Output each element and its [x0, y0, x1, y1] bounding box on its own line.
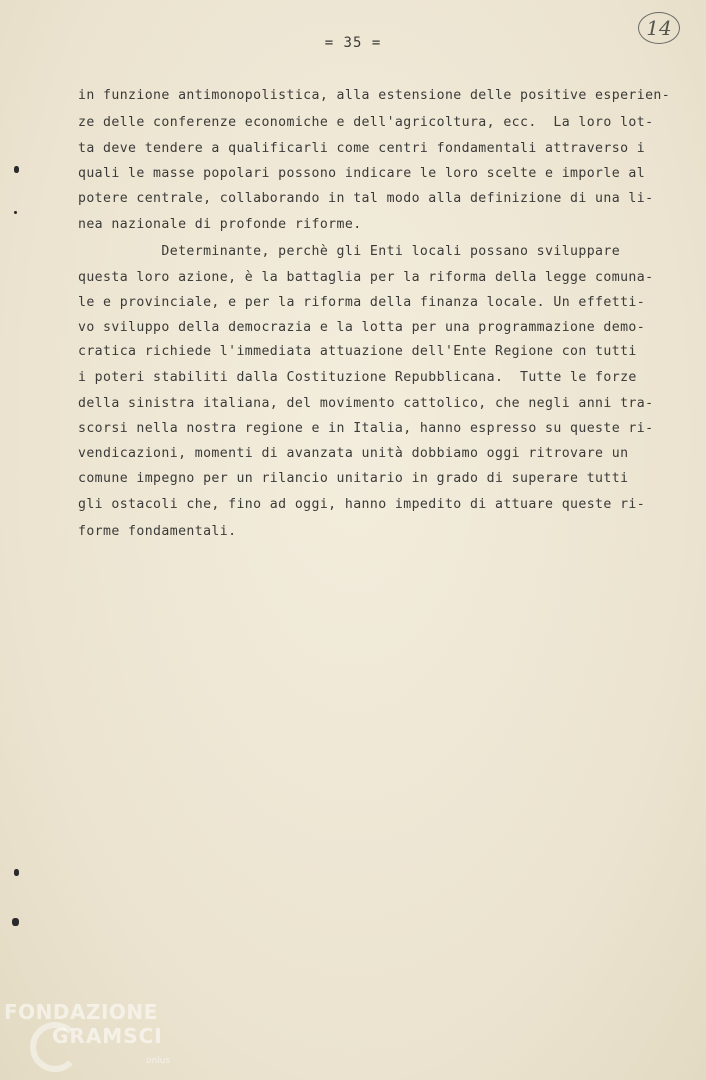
text-line: forme fondamentali.	[78, 524, 237, 539]
archive-watermark	[4, 1000, 194, 1075]
text-line: nea nazionale di profonde riforme.	[78, 217, 362, 232]
binding-hole-mark	[14, 211, 17, 214]
text-line: scorsi nella nostra regione e in Italia, hanno espresso su queste ri-	[78, 421, 654, 436]
binding-hole-mark	[14, 166, 19, 173]
text-line: gli ostacoli che, fino ad oggi, hanno impedito di attuare queste ri-	[78, 497, 646, 512]
binding-hole-mark	[12, 918, 19, 926]
page-number: = 35 =	[324, 35, 382, 51]
text-line: in funzione antimonopolistica, alla estensione delle positive esperien-	[78, 88, 671, 103]
text-line: Determinante, perchè gli Enti locali possano sviluppare	[78, 244, 621, 259]
text-line: vendicazioni, momenti di avanzata unità dobbiamo oggi ritrovare un	[78, 446, 629, 461]
watermark-line-2: GRAMSCI	[52, 1024, 163, 1048]
text-line: comune impegno per un rilancio unitario in grado di superare tutti	[78, 471, 629, 486]
handwritten-folio-number: 14	[638, 12, 680, 44]
text-line: i poteri stabiliti dalla Costituzione Repubblicana. Tutte le forze	[78, 370, 637, 385]
text-line: le e provinciale, e per la riforma della finanza locale. Un effetti-	[78, 295, 646, 310]
text-line: questa loro azione, è la battaglia per la riforma della legge comuna-	[78, 270, 654, 285]
text-line: quali le masse popolari possono indicare le loro scelte e imporle al	[78, 166, 646, 181]
text-line: potere centrale, collaborando in tal modo alla definizione di una li-	[78, 191, 654, 206]
text-line: ze delle conferenze economiche e dell'agricoltura, ecc. La loro lot-	[78, 115, 654, 130]
text-line: ta deve tendere a qualificarli come centri fondamentali attraverso i	[78, 141, 646, 156]
watermark-line-3: onlus	[146, 1056, 171, 1066]
watermark-line-1: FONDAZIONE	[4, 1000, 158, 1024]
text-line: cratica richiede l'immediata attuazione dell'Ente Regione con tutti	[78, 344, 637, 359]
text-line: della sinistra italiana, del movimento cattolico, che negli anni tra-	[78, 396, 654, 411]
binding-hole-mark	[14, 869, 19, 876]
text-line: vo sviluppo della democrazia e la lotta per una programmazione demo-	[78, 320, 646, 335]
